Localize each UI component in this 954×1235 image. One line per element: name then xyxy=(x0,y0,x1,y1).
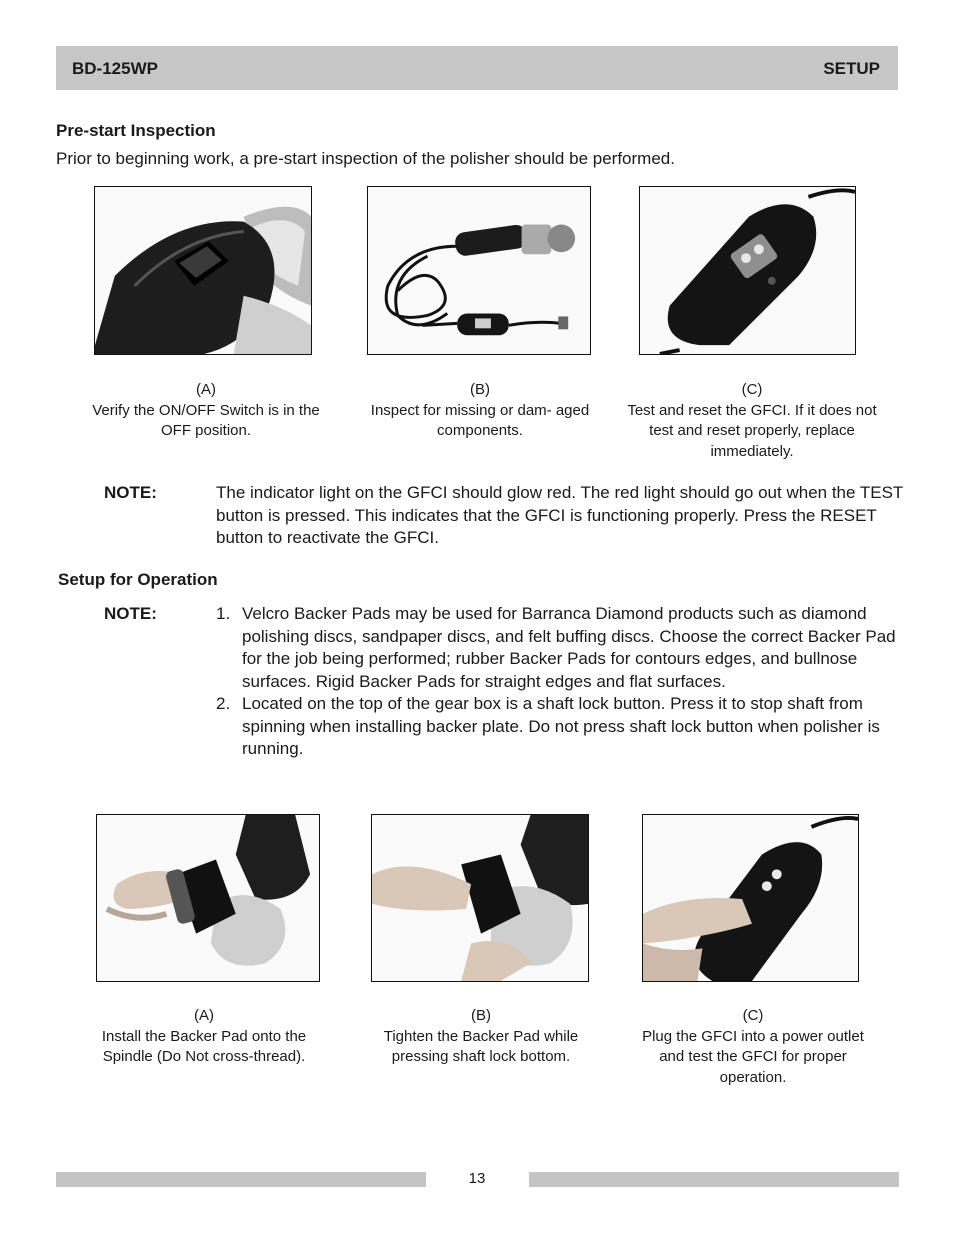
figure-a1-text: Verify the ON/OFF Switch is in the OFF position. xyxy=(92,401,320,440)
figure-b1-caption xyxy=(368,380,592,442)
figure-a2-caption xyxy=(80,1006,328,1068)
figure-c2-text: Plug the GFCI into a power outlet and test the GFCI for proper operation. xyxy=(642,1027,864,1087)
setup-heading: Setup for Operation xyxy=(58,570,218,589)
tighten-pad-photo xyxy=(371,814,589,982)
footer-bar-right xyxy=(529,1172,899,1187)
figure-c1-letter: (C) xyxy=(741,381,763,398)
prestart-intro: Prior to beginning work, a pre-start inspection of the polisher should be performed. xyxy=(56,149,675,168)
list-item-number: 1. xyxy=(216,604,231,623)
tool-components-photo xyxy=(367,186,591,355)
gfci-note-text: The indicator light on the GFCI should glow red. The red light should go out when the TEST button is pressed. This indicates that the GFCI is functioning properly. Press the RESET button to reactivate the GFCI. xyxy=(216,483,904,547)
section-title: SETUP xyxy=(823,59,880,78)
figure-b2-text: Tighten the Backer Pad while pressing shaft lock bottom. xyxy=(383,1027,579,1066)
list-item-text: Velcro Backer Pads may be used for Barranca Diamond products such as diamond polishing discs, sandpaper discs, and felt buffing discs. Choose the correct Backer Pad for the job being performed; rubber Backer Pads for contours edges, and bullnose surfaces. Rigid Backer Pads for straight edges and flat surfaces. xyxy=(242,604,896,691)
setup-note-label: NOTE: xyxy=(104,604,157,623)
page-header xyxy=(56,46,898,90)
figure-b1-letter: (B) xyxy=(470,381,490,398)
figure-b1-text: Inspect for missing or dam- aged components. xyxy=(370,401,590,440)
figure-c1-caption xyxy=(622,380,882,463)
model-number: BD-125WP xyxy=(72,59,158,78)
list-item xyxy=(216,693,904,761)
switch-photo xyxy=(94,186,312,355)
figure-a2-text: Install the Backer Pad onto the Spindle (Do Not cross-thread). xyxy=(101,1027,307,1066)
figure-a2-letter: (A) xyxy=(194,1007,214,1024)
gfci-photo xyxy=(639,186,856,355)
install-pad-photo xyxy=(96,814,320,982)
list-item-text: Located on the top of the gear box is a shaft lock button. Press it to stop shaft from spinning when installing backer plate. Do not press shaft lock button when polisher is running. xyxy=(242,694,880,758)
page-number: 13 xyxy=(468,1170,486,1187)
list-item-number: 2. xyxy=(216,694,231,713)
figure-b2-letter: (B) xyxy=(471,1007,491,1024)
figure-a1-caption xyxy=(80,380,332,442)
note-label: NOTE: xyxy=(104,483,157,502)
figure-a1-letter: (A) xyxy=(196,381,216,398)
footer-bar-left xyxy=(56,1172,426,1187)
figure-c1-text: Test and reset the GFCI. If it does not test and reset properly, replace immediately. xyxy=(627,401,877,461)
figure-b2-caption xyxy=(362,1006,600,1068)
list-item xyxy=(216,603,904,693)
setup-list xyxy=(216,603,904,761)
prestart-heading: Pre-start Inspection xyxy=(56,121,216,140)
figure-c2-caption xyxy=(640,1006,866,1089)
plug-gfci-photo xyxy=(642,814,859,982)
figure-c2-letter: (C) xyxy=(742,1007,764,1024)
